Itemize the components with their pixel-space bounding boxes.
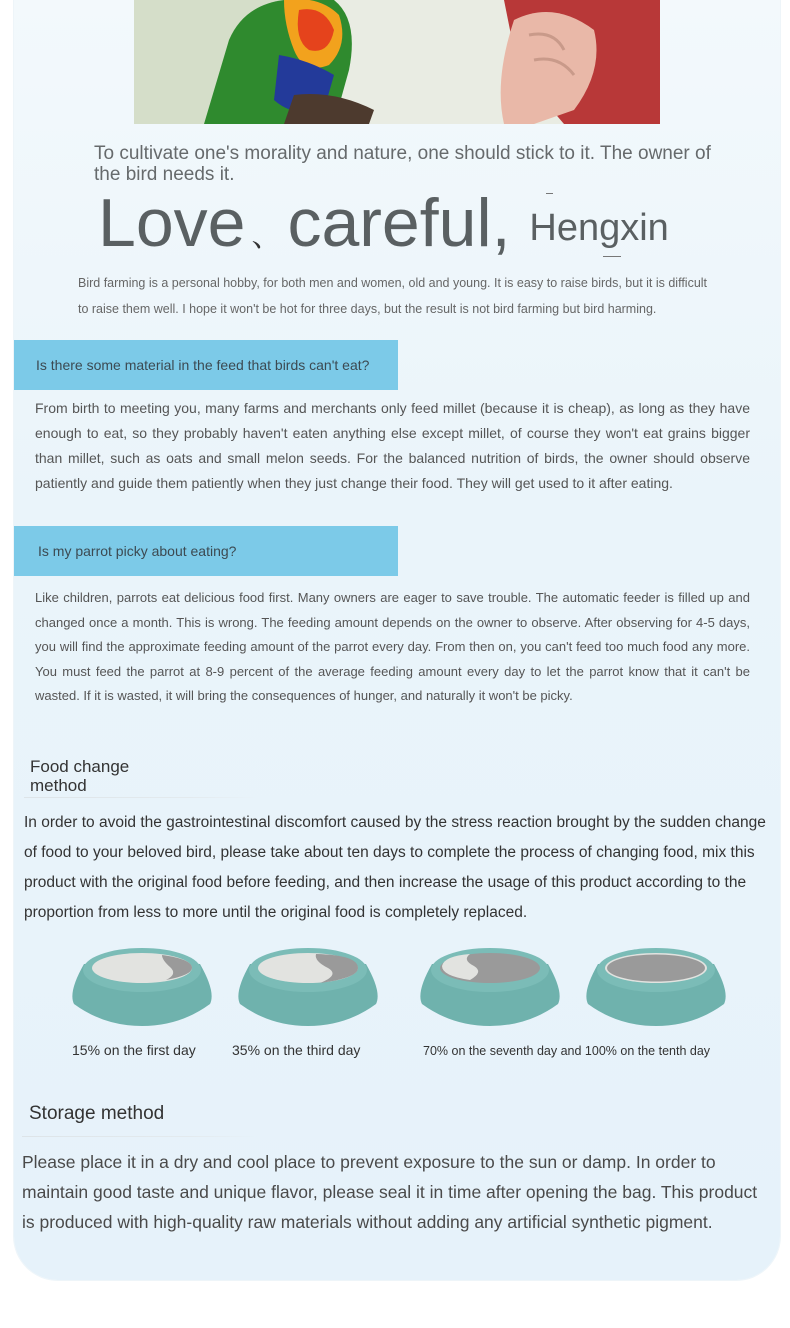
headline-dash xyxy=(546,193,553,194)
food-change-heading-line: method xyxy=(30,776,87,795)
storage-text: Please place it in a dry and cool place to prevent exposure to the sun or damp. In order to maintain good taste and unique flavor, please seal it in time after opening the bag. This product is produced with high-quality raw materials without adding any artificial synthetic pigment. xyxy=(22,1152,758,1232)
headline-comma: , xyxy=(491,185,511,261)
bowl-caption: 35% on the third day xyxy=(232,1042,361,1058)
quote-text: To cultivate one's morality and nature, one should stick to it. The owner of the bird needs it. xyxy=(94,143,711,185)
divider xyxy=(24,797,258,798)
feed-bowl-icon xyxy=(70,942,214,1028)
feed-bowl-icon xyxy=(584,942,728,1028)
faq-question: Is there some material in the feed that birds can't eat? xyxy=(14,340,398,390)
bowl-caption: 15% on the first day xyxy=(72,1042,196,1058)
intro-text: Bird farming is a personal hobby, for both men and women, old and young. It is easy to raise birds, but it is difficult to raise them well. I hope it won't be hot for three days, but the result is not bird farming but bird harming. xyxy=(78,276,708,316)
faq-answer: From birth to meeting you, many farms and merchants only feed millet (because it is cheap), as long as they have enough to eat, so they probably haven't eaten anything else except millet, of course they won't eat grains bigger than millet, such as oats and small melon seeds. For the balanced nutrition of birds, the owner should observe patiently and guide them patiently when they just change their food. They will get used to it after eating. xyxy=(35,400,750,491)
headline-word-love: Love xyxy=(98,185,246,261)
product-portion xyxy=(607,955,705,982)
feed-bowl-icon xyxy=(418,942,562,1028)
headline-dash xyxy=(603,256,621,257)
parrot-photo xyxy=(134,0,660,124)
food-change-text: In order to avoid the gastrointestinal discomfort caused by the stress reaction brought by the sudden change of food to your beloved bird, please take about ten days to complete the process of changing food, mix this product with the original food before feeding, and then increase the usage of this product according to the proportion from less to more until the original food is completely replaced. xyxy=(24,814,766,921)
food-change-heading xyxy=(30,757,129,795)
headline-word-hengxin: Hengxin xyxy=(529,207,669,249)
headline xyxy=(98,183,669,263)
food-change-heading-line: Food change xyxy=(30,757,130,776)
faq-answer: Like children, parrots eat delicious food first. Many owners are eager to save trouble. The automatic feeder is filled up and changed once a month. This is wrong. The feeding amount depends on the owner to observe. After observing for 4-5 days, you will find the approximate feeding amount of the parrot every day. From then on, you can't feed too much food any more. You must feed the parrot at 8-9 percent of the average feeding amount every day to let the parrot know that it can't be wasted. If it is wasted, it will bring the consequences of hunger, and naturally it won't be picky. xyxy=(35,590,750,703)
divider xyxy=(22,1136,258,1137)
headline-word-careful: careful xyxy=(287,185,492,261)
storage-heading: Storage method xyxy=(29,1103,165,1124)
feed-bowl-icon xyxy=(236,942,380,1028)
faq-question: Is my parrot picky about eating? xyxy=(14,526,398,576)
bowl-caption: 70% on the seventh day and 100% on the tenth day xyxy=(423,1044,711,1058)
headline-separator: 、 xyxy=(251,220,282,253)
